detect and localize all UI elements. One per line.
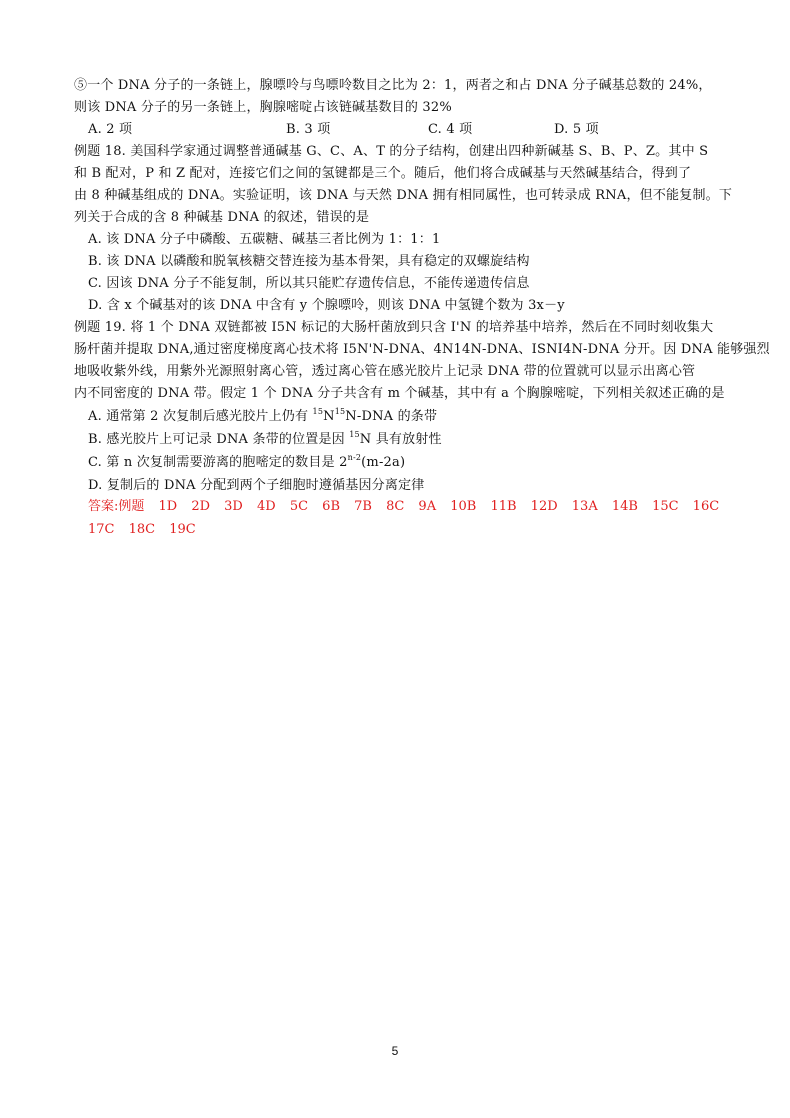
- prev-options-row: [88, 121, 599, 139]
- q18-option-b: B. 该 DNA 以磷酸和脱氧核糖交替连接为基本骨架，具有稳定的双螺旋结构: [88, 254, 530, 269]
- q19-option-d: D. 复制后的 DNA 分配到两个子细胞时遵循基因分离定律: [88, 478, 425, 493]
- q19-option-c-text-2: (m-2a): [361, 455, 406, 470]
- q19-option-a-text-1: A. 通常第 2 次复制后感光胶片上仍有: [88, 409, 313, 424]
- q18-option-a: A. 该 DNA 分子中磷酸、五碳糖、碱基三者比例为 1：1：1: [88, 232, 441, 247]
- q18-option-c: C. 因该 DNA 分子不能复制，所以其只能贮存遗传信息，不能传递遗传信息: [88, 276, 530, 291]
- q18-stem-line-4: 列关于合成的含 8 种碱基 DNA 的叙述，错误的是: [74, 210, 370, 225]
- q19-stem-line-4: 内不同密度的 DNA 带。假定 1 个 DNA 分子共含有 m 个碱基，其中有 a 个胸腺嘧啶，下列相关叙述正确的是: [74, 386, 725, 401]
- prev-option-d: D. 5 项: [554, 122, 599, 137]
- q18-stem-line-1: 例题 18. 美国科学家通过调整普通碱基 G、C、A、T 的分子结构，创建出四种新碱基 S、B、P、Z。其中 S: [74, 144, 709, 159]
- q19-option-c-exponent: n-2: [347, 453, 362, 462]
- q19-option-b-superscript: 15: [349, 430, 360, 439]
- q19-stem-line-3: 地吸收紫外线，用紫外光源照射离心管，透过离心管在感光胶片上记录 DNA 带的位置就可以显示出离心管: [74, 364, 696, 379]
- prev-option-a: A. 2 项: [88, 122, 133, 137]
- q18-option-d: D. 含 x 个碱基对的该 DNA 中含有 y 个腺嘌呤，则该 DNA 中氢键个数为 3x－y: [88, 298, 565, 313]
- q19-option-b-text-2: N 具有放射性: [359, 432, 442, 447]
- prev-option-b: B. 3 项: [286, 122, 331, 137]
- page-number: 5: [391, 1044, 399, 1058]
- q19-option-a: [88, 408, 437, 426]
- q19-option-c-text-1: C. 第 n 次复制需要游离的胞嘧定的数目是 2: [88, 455, 348, 470]
- q19-option-c: [88, 454, 405, 472]
- item-5-line-1: ⑤一个 DNA 分子的一条链上，腺嘌呤与鸟嘌呤数目之比为 2：1，两者之和占 DNA 分子碱基总数的 24%，: [74, 78, 712, 93]
- q19-option-b-text-1: B. 感光胶片上可记录 DNA 条带的位置是因: [88, 432, 350, 447]
- q18-stem-line-2: 和 B 配对，P 和 Z 配对，连接它们之间的氢键都是三个。随后，他们将合成碱基与天然碱基结合，得到了: [74, 166, 692, 181]
- q19-option-a-text-2: N: [323, 409, 335, 424]
- answer-key: 答案:例题 1D 2D 3D 4D 5C 6B 7B 8C 9A 10B 11B 12D 13A 14B 15C 16C 17C 18C 19C: [88, 499, 720, 537]
- q19-stem-line-1: 例题 19. 将 1 个 DNA 双链都被 I5N 标记的大肠杆菌放到只含 I'N 的培养基中培养，然后在不同时刻收集大: [74, 320, 714, 335]
- prev-option-c: C. 4 项: [428, 122, 473, 137]
- q19-option-a-superscript-2: 15: [334, 407, 346, 416]
- q19-option-b: [88, 431, 442, 449]
- q19-option-a-text-3: N-DNA 的条带: [345, 409, 438, 424]
- q19-stem-line-2: 肠杆菌并提取 DNA,通过密度梯度离心技术将 I5N'N-DNA、4N14N-DNA、ISNI4N-DNA 分开。因 DNA 能够强烈: [74, 342, 770, 357]
- item-5-line-2: 则该 DNA 分子的另一条链上，胸腺嘧啶占该链碱基数目的 32%: [74, 100, 452, 115]
- q18-stem-line-3: 由 8 种碱基组成的 DNA。实验证明，该 DNA 与天然 DNA 拥有相同属性，也可转录成 RNA，但不能复制。下: [74, 188, 733, 203]
- q19-option-a-superscript-1: 15: [312, 407, 324, 416]
